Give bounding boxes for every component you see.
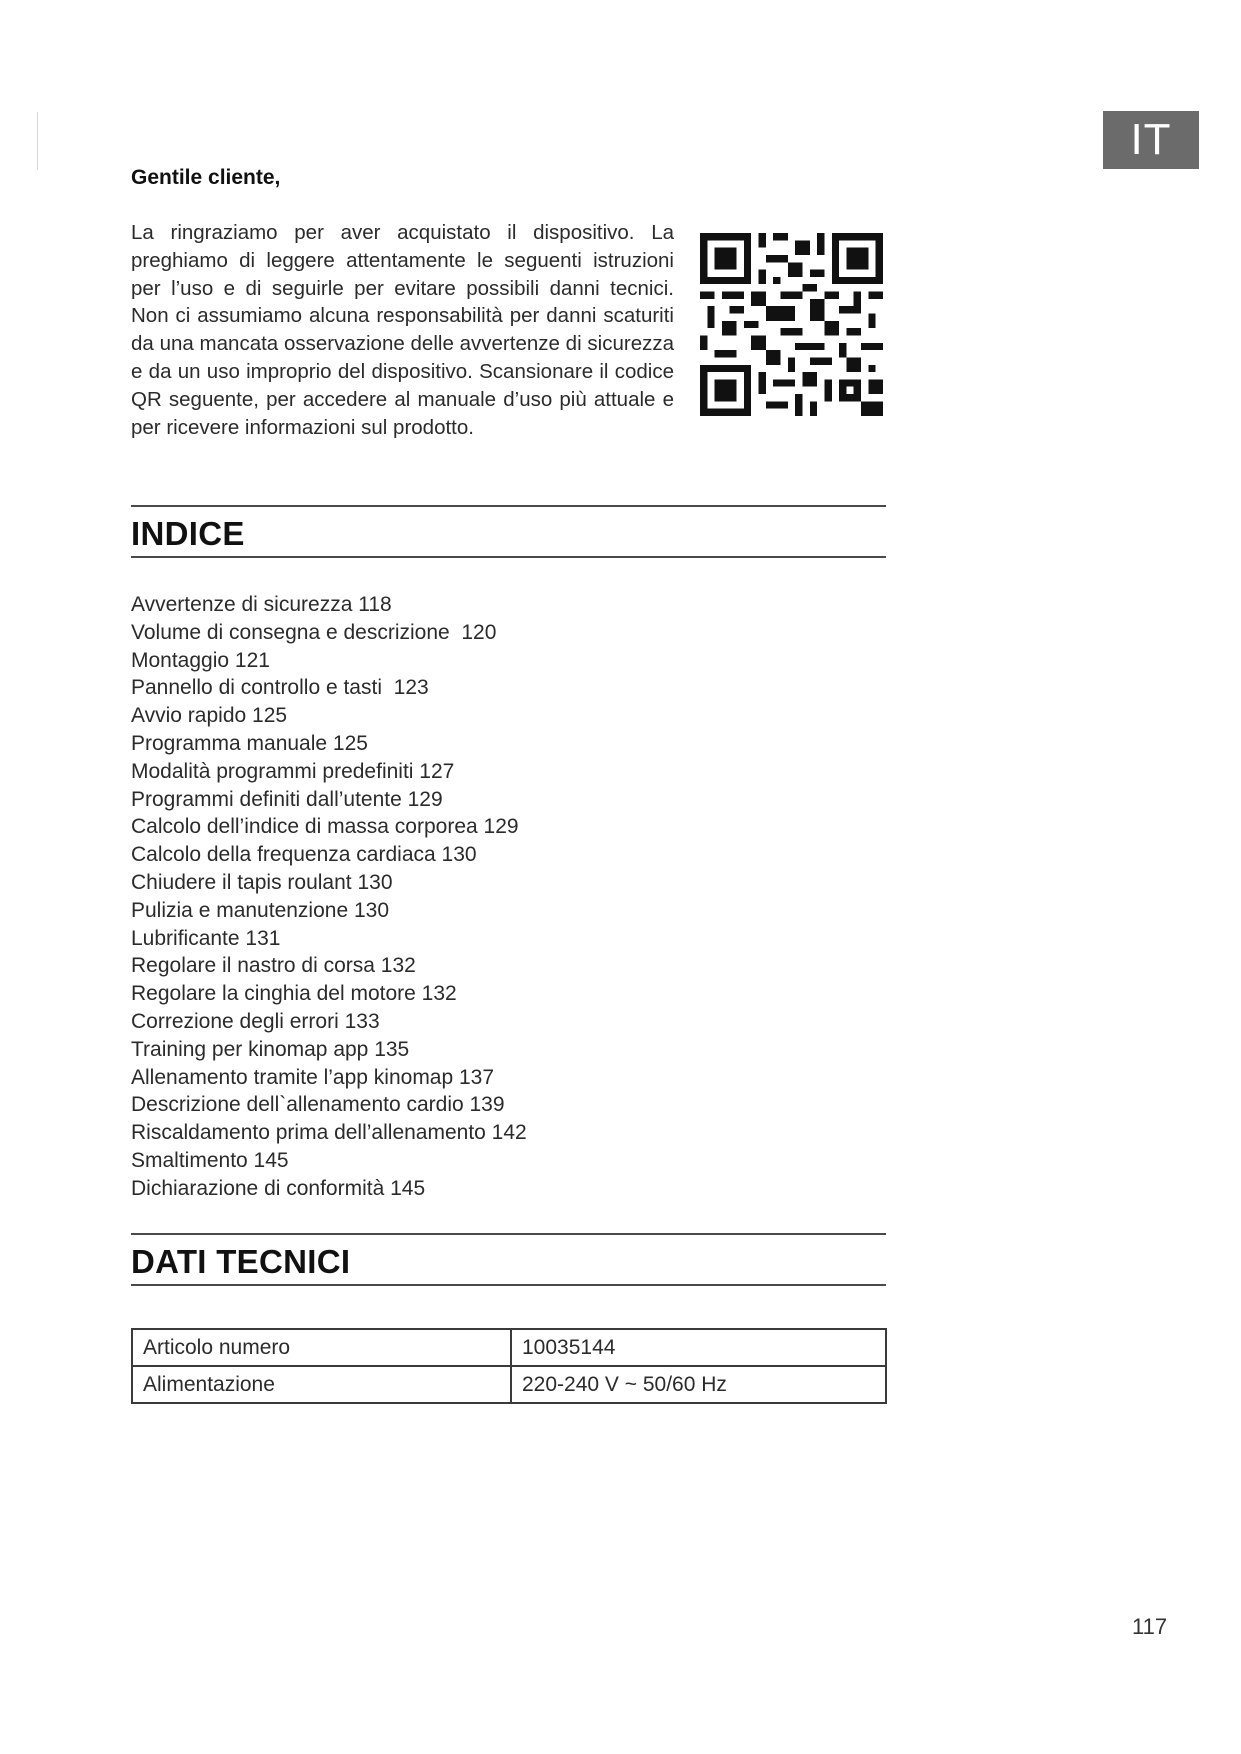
specs-title: DATI TECNICI [131,1243,351,1280]
page-number: 117 [1132,1614,1168,1639]
spec-label: Articolo numero [132,1329,511,1366]
toc-item: Correzione degli errori 133 [131,1009,380,1033]
greeting: Gentile cliente, [131,166,281,189]
toc-item: Programma manuale 125 [131,731,368,755]
spec-label: Alimentazione [132,1366,511,1403]
toc-item: Dichiarazione di conformità 145 [131,1176,426,1200]
intro-paragraph: La ringraziamo per aver acquistato il dispositivo. La preghiamo di leggere attentamente le seguenti istruzioni per l’uso e di seguirle per evitare possibili danni tecnici. Non ci assumiamo alcuna responsabilità per danni scaturiti da una mancata osservazione delle avvertenze di sicurezza e da un uso improprio del dispositivo. Scansionare il codice QR seguente, per accedere al manuale d’uso più attuale e per ricevere informazioni sul prodotto. [131,221,674,439]
toc-item: Pulizia e manutenzione 130 [131,898,390,922]
margin-line [37,112,38,170]
toc-item: Montaggio 121 [131,648,270,672]
toc-item: Lubrificante 131 [131,926,281,950]
toc-item: Regolare la cinghia del motore 132 [131,982,457,1006]
spec-value: 10035144 [511,1329,886,1366]
specs-rule-top [131,1233,886,1235]
toc-item: Calcolo dell’indice di massa corporea 129 [131,815,519,839]
toc-item: Volume di consegna e descrizione 120 [131,620,497,644]
language-tab: IT [1103,111,1199,169]
table-row [132,1329,886,1366]
specs-table [131,1328,887,1404]
toc-item: Programmi definiti dall’utente 129 [131,787,443,811]
table-of-contents [131,591,527,1203]
spec-value: 220-240 V ~ 50/60 Hz [511,1366,886,1403]
index-title: INDICE [131,515,245,552]
toc-item: Smaltimento 145 [131,1148,289,1172]
index-rule-top [131,505,886,507]
toc-item: Chiudere il tapis roulant 130 [131,870,393,894]
toc-item: Avvertenze di sicurezza 118 [131,593,392,616]
toc-item: Allenamento tramite l’app kinomap 137 [131,1065,495,1089]
table-row [132,1366,886,1403]
toc-item: Calcolo della frequenza cardiaca 130 [131,843,477,867]
toc-item: Regolare il nastro di corsa 132 [131,954,416,978]
toc-item: Training per kinomap app 135 [131,1037,410,1061]
index-rule-bottom [131,556,886,558]
qr-code-icon [700,233,883,416]
toc-item: Riscaldamento prima dell’allenamento 142 [131,1121,527,1145]
toc-item: Modalità programmi predefiniti 127 [131,759,455,783]
specs-rule-bottom [131,1284,886,1286]
toc-item: Pannello di controllo e tasti 123 [131,676,429,700]
toc-item: Descrizione dell`allenamento cardio 139 [131,1093,505,1117]
toc-item: Avvio rapido 125 [131,704,288,728]
